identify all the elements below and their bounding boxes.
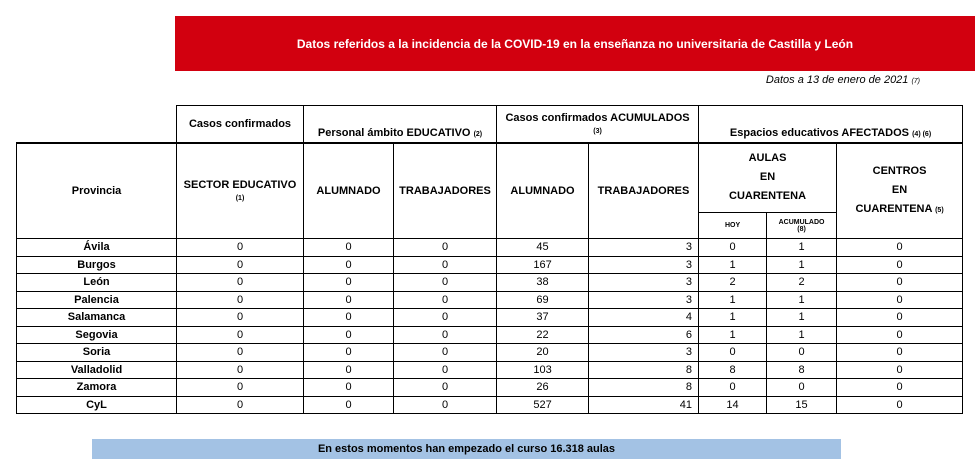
cell-centros: 0 bbox=[837, 274, 963, 292]
cell-acum-alumnado: 167 bbox=[497, 256, 589, 274]
cell-hoy: 1 bbox=[699, 326, 767, 344]
group-personal: Personal ámbito EDUCATIVO (2) bbox=[304, 106, 497, 143]
cell-sector: 0 bbox=[177, 274, 304, 292]
cell-provincia: CyL bbox=[17, 396, 177, 414]
cell-centros: 0 bbox=[837, 361, 963, 379]
cell-hoy: 2 bbox=[699, 274, 767, 292]
cell-acumulado: 1 bbox=[767, 309, 837, 327]
cell-provincia: Palencia bbox=[17, 291, 177, 309]
cell-trabajadores: 0 bbox=[394, 326, 497, 344]
group-espacios: Espacios educativos AFECTADOS (4) (6) bbox=[699, 106, 963, 143]
col-alumnado: ALUMNADO bbox=[304, 143, 394, 239]
cell-hoy: 8 bbox=[699, 361, 767, 379]
table-row bbox=[17, 256, 963, 274]
cell-sector: 0 bbox=[177, 344, 304, 362]
cell-acum-trabajadores: 8 bbox=[589, 379, 699, 397]
cell-sector: 0 bbox=[177, 239, 304, 257]
col-hoy: HOY bbox=[699, 213, 767, 239]
cell-alumnado: 0 bbox=[304, 344, 394, 362]
table-row bbox=[17, 379, 963, 397]
date-note: (7) bbox=[911, 78, 920, 85]
cell-hoy: 0 bbox=[699, 344, 767, 362]
table-row bbox=[17, 344, 963, 362]
cell-acum-trabajadores: 3 bbox=[589, 256, 699, 274]
cell-alumnado: 0 bbox=[304, 379, 394, 397]
cell-acum-alumnado: 45 bbox=[497, 239, 589, 257]
table-row bbox=[17, 326, 963, 344]
footer-text: En estos momentos han empezado el curso 16.318 aulas bbox=[317, 443, 616, 455]
cell-acumulado: 1 bbox=[767, 291, 837, 309]
cell-alumnado: 0 bbox=[304, 396, 394, 414]
cell-hoy: 0 bbox=[699, 379, 767, 397]
cell-provincia: Ávila bbox=[17, 239, 177, 257]
cell-sector: 0 bbox=[177, 291, 304, 309]
cell-acum-alumnado: 20 bbox=[497, 344, 589, 362]
cell-acum-alumnado: 37 bbox=[497, 309, 589, 327]
cell-alumnado: 0 bbox=[304, 361, 394, 379]
cell-trabajadores: 0 bbox=[394, 239, 497, 257]
cell-trabajadores: 0 bbox=[394, 309, 497, 327]
table-row bbox=[17, 239, 963, 257]
cell-hoy: 1 bbox=[699, 291, 767, 309]
cell-acumulado: 1 bbox=[767, 256, 837, 274]
col-aulas-cuarentena: AULAS EN CUARENTENA bbox=[699, 143, 837, 213]
cell-acum-trabajadores: 6 bbox=[589, 326, 699, 344]
cell-provincia: Zamora bbox=[17, 379, 177, 397]
table-row bbox=[17, 274, 963, 292]
cell-sector: 0 bbox=[177, 379, 304, 397]
cell-acum-alumnado: 69 bbox=[497, 291, 589, 309]
cell-acumulado: 1 bbox=[767, 239, 837, 257]
cell-sector: 0 bbox=[177, 396, 304, 414]
cell-acum-trabajadores: 3 bbox=[589, 291, 699, 309]
cell-hoy: 0 bbox=[699, 239, 767, 257]
cell-trabajadores: 0 bbox=[394, 361, 497, 379]
cell-provincia: Segovia bbox=[17, 326, 177, 344]
cell-centros: 0 bbox=[837, 396, 963, 414]
cell-trabajadores: 0 bbox=[394, 274, 497, 292]
cell-acumulado: 15 bbox=[767, 396, 837, 414]
col-centros-cuarentena: CENTROS EN CUARENTENA (5) bbox=[837, 143, 963, 239]
cell-provincia: Salamanca bbox=[17, 309, 177, 327]
cell-provincia: Soria bbox=[17, 344, 177, 362]
cell-acum-trabajadores: 3 bbox=[589, 239, 699, 257]
col-trabajadores: TRABAJADORES bbox=[394, 143, 497, 239]
cell-provincia: Valladolid bbox=[17, 361, 177, 379]
cell-acum-trabajadores: 41 bbox=[589, 396, 699, 414]
cell-alumnado: 0 bbox=[304, 256, 394, 274]
cell-centros: 0 bbox=[837, 344, 963, 362]
cell-trabajadores: 0 bbox=[394, 396, 497, 414]
date-line bbox=[766, 74, 920, 86]
group-header-row bbox=[17, 106, 963, 143]
table-row bbox=[17, 291, 963, 309]
cell-alumnado: 0 bbox=[304, 326, 394, 344]
cell-acum-trabajadores: 4 bbox=[589, 309, 699, 327]
cell-acum-alumnado: 103 bbox=[497, 361, 589, 379]
cell-trabajadores: 0 bbox=[394, 344, 497, 362]
cell-centros: 0 bbox=[837, 309, 963, 327]
cell-sector: 0 bbox=[177, 256, 304, 274]
cell-acumulado: 1 bbox=[767, 326, 837, 344]
col-provincia: Provincia bbox=[17, 143, 177, 239]
cell-centros: 0 bbox=[837, 256, 963, 274]
cell-acum-trabajadores: 3 bbox=[589, 274, 699, 292]
cell-centros: 0 bbox=[837, 379, 963, 397]
cell-centros: 0 bbox=[837, 239, 963, 257]
cell-hoy: 1 bbox=[699, 309, 767, 327]
table-row-total bbox=[17, 396, 963, 414]
cell-centros: 0 bbox=[837, 326, 963, 344]
cell-acumulado: 2 bbox=[767, 274, 837, 292]
cell-acum-trabajadores: 8 bbox=[589, 361, 699, 379]
cell-alumnado: 0 bbox=[304, 239, 394, 257]
cell-centros: 0 bbox=[837, 291, 963, 309]
banner-title: Datos referidos a la incidencia de la COVID-19 en la enseñanza no universitaria de Castilla y León bbox=[296, 36, 854, 51]
title-banner bbox=[175, 16, 975, 71]
covid-table bbox=[16, 105, 963, 414]
cell-trabajadores: 0 bbox=[394, 379, 497, 397]
cell-alumnado: 0 bbox=[304, 274, 394, 292]
cell-sector: 0 bbox=[177, 326, 304, 344]
cell-acumulado: 8 bbox=[767, 361, 837, 379]
cell-trabajadores: 0 bbox=[394, 291, 497, 309]
cell-alumnado: 0 bbox=[304, 309, 394, 327]
cell-hoy: 14 bbox=[699, 396, 767, 414]
date-text: Datos a 13 de enero de 2021 bbox=[765, 74, 909, 86]
cell-acumulado: 0 bbox=[767, 344, 837, 362]
cell-acum-alumnado: 22 bbox=[497, 326, 589, 344]
column-header-row bbox=[17, 143, 963, 213]
cell-trabajadores: 0 bbox=[394, 256, 497, 274]
cell-sector: 0 bbox=[177, 309, 304, 327]
col-sector: SECTOR EDUCATIVO (1) bbox=[177, 143, 304, 239]
table-row bbox=[17, 309, 963, 327]
col-acumulado: ACUMULADO (8) bbox=[767, 213, 837, 239]
cell-acum-alumnado: 527 bbox=[497, 396, 589, 414]
table-row bbox=[17, 361, 963, 379]
cell-alumnado: 0 bbox=[304, 291, 394, 309]
col-acum-alumnado: ALUMNADO bbox=[497, 143, 589, 239]
col-acum-trabajadores: TRABAJADORES bbox=[589, 143, 699, 239]
cell-provincia: Burgos bbox=[17, 256, 177, 274]
cell-acum-alumnado: 38 bbox=[497, 274, 589, 292]
cell-acumulado: 0 bbox=[767, 379, 837, 397]
group-casos-confirmados: Casos confirmados bbox=[177, 106, 304, 143]
footer-banner bbox=[92, 439, 841, 459]
cell-provincia: León bbox=[17, 274, 177, 292]
cell-hoy: 1 bbox=[699, 256, 767, 274]
cell-acum-trabajadores: 3 bbox=[589, 344, 699, 362]
cell-acum-alumnado: 26 bbox=[497, 379, 589, 397]
group-acumulados: Casos confirmados ACUMULADOS (3) bbox=[497, 106, 699, 143]
cell-sector: 0 bbox=[177, 361, 304, 379]
